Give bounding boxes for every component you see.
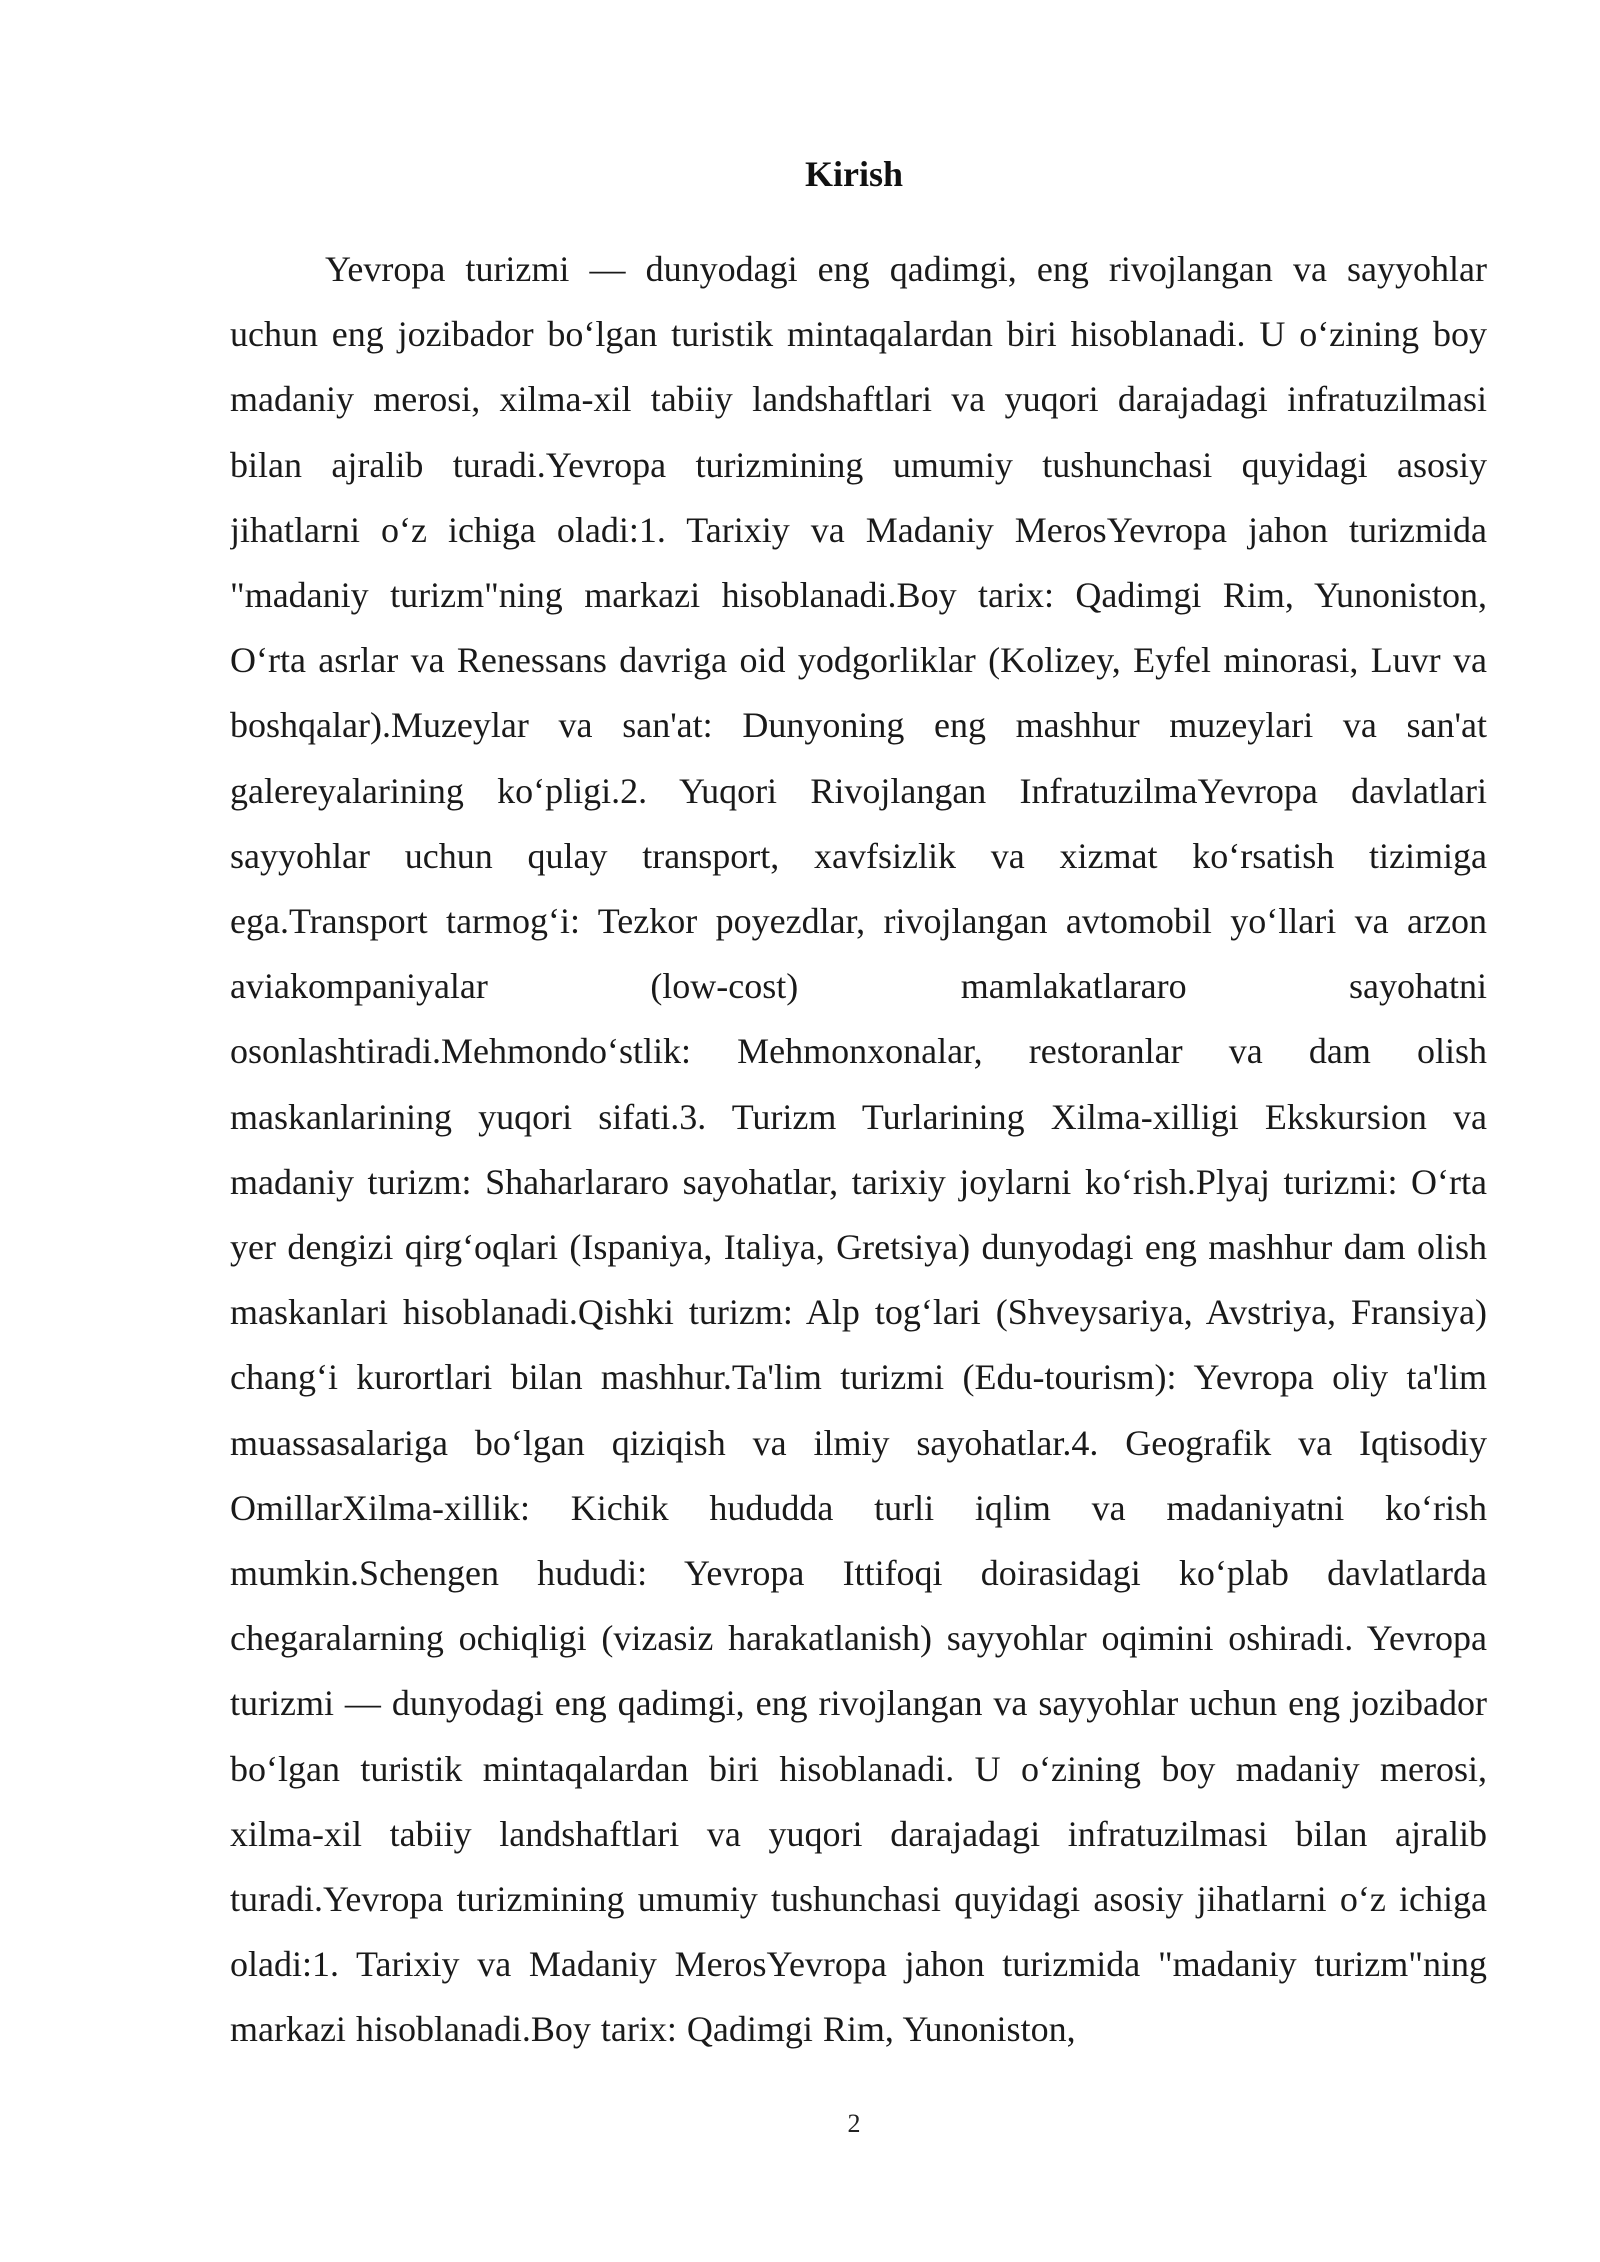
page-number: 2 bbox=[847, 2109, 861, 2138]
section-title: Kirish bbox=[804, 154, 903, 194]
body-paragraph: Yevropa turizmi — dunyodagi eng qadimgi, eng rivojlangan va sayyohlar uchun eng jozibador bo‘lgan turistik mintaqalardan biri hisoblanadi. U o‘zining boy madaniy merosi, xilma-xil tabiiy landshaftlari va yuqori darajadagi infratuzilmasi bilan ajralib turadi.Yevropa turizmining umumiy tushunchasi quyidagi asosiy jihatlarni o‘z ichiga oladi:1. Tarixiy va Madaniy MerosYevropa jahon turizmida "madaniy turizm"ning markazi hisoblanadi.Boy tarix: Qadimgi Rim, Yunoniston, O‘rta asrlar va Renessans davriga oid yodgorliklar (Kolizey, Eyfel minorasi, Luvr va boshqalar).Muzeylar va san'at: Dunyoning eng mashhur muzeylari va san'at galereyalarining ko‘pligi.2. Yuqori Rivojlangan InfratuzilmaYevropa davlatlari sayyohlar uchun qulay transport, xavfsizlik va xizmat ko‘rsatish tizimiga ega.Transport tarmog‘i: Tezkor poyezdlar, rivojlangan avtomobil yo‘llari va arzon aviakompaniyalar (low-cost) mamlakatlararo sayohatni osonlashtiradi.Mehmondo‘stlik: Mehmonxonalar, restoranlar va dam olish maskanlarining yuqori sifati.3. Turizm Turlarining Xilma-xilligi Ekskursion va madaniy turizm: Shaharlararo sayohatlar, tarixiy joylarni ko‘rish.Plyaj turizmi: O‘rta yer dengizi qirg‘oqlari (Ispaniya, Italiya, Gretsiya) dunyodagi eng mashhur dam olish maskanlari hisoblanadi.Qishki turizm: Alp tog‘lari (Shveysariya, Avstriya, Fransiya) chang‘i kurortlari bilan mashhur.Ta'lim turizmi (Edu-tourism): Yevropa oliy ta'lim muassasalariga bo‘lgan qiziqish va ilmiy sayohatlar.4. Geografik va Iqtisodiy OmillarXilma-xillik: Kichik hududda turli iqlim va madaniyatni ko‘rish mumkin.Schengen hududi: Yevropa Ittifoqi doirasidagi ko‘plab davlatlarda chegaralarning ochiqligi (vizasiz harakatlanish) sayyohlar oqimini oshiradi. Yevropa turizmi — dunyodagi eng qadimgi, eng rivojlangan va sayyohlar uchun eng jozibador bo‘lgan turistik mintaqalardan biri hisoblanadi. U o‘zining boy madaniy merosi, xilma-xil tabiiy landshaftlari va yuqori darajadagi infratuzilmasi bilan ajralib turadi.Yevropa turizmining umumiy tushunchasi quyidagi asosiy jihatlarni o‘z ichiga oladi:1. Tarixiy va Madaniy MerosYevropa jahon turizmida "madaniy turizm"ning markazi hisoblanadi.Boy tarix: Qadimgi Rim, Yunoniston, bbox=[230, 249, 1487, 2050]
